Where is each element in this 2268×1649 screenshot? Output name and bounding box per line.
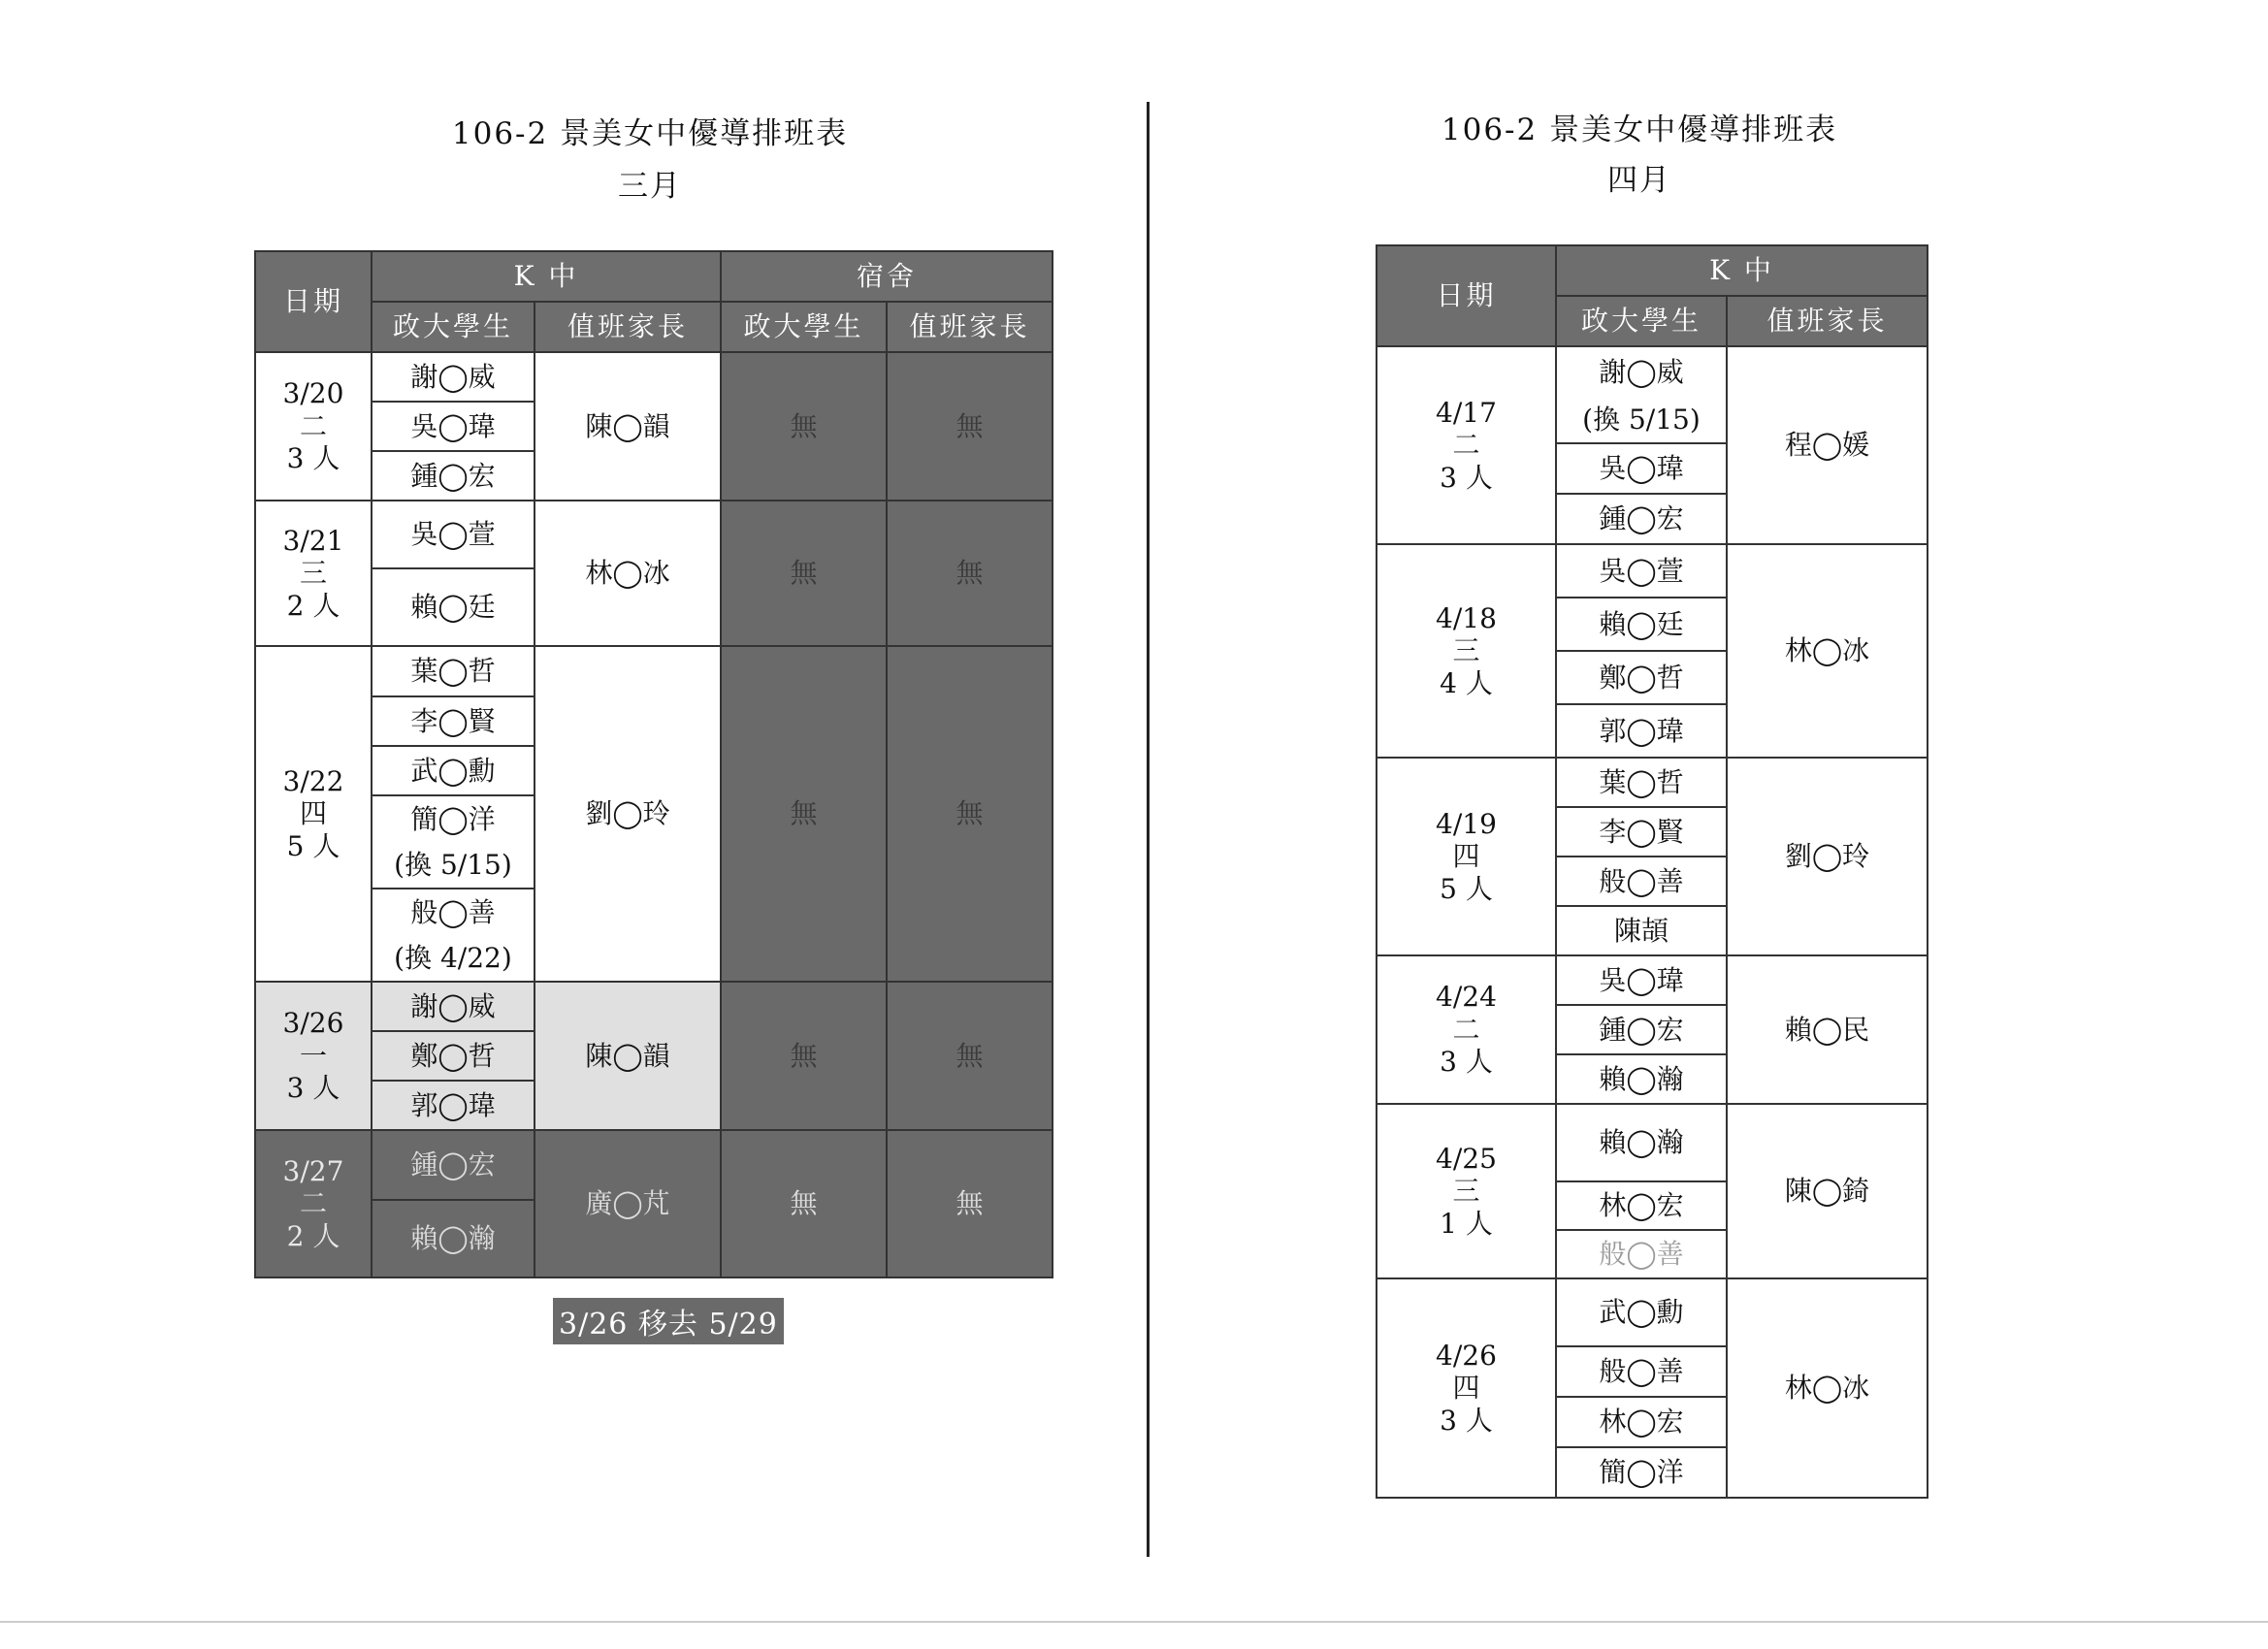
weekday: 四	[1452, 1372, 1480, 1405]
dorm-parent-none: 無	[887, 501, 1053, 646]
student-name: 鍾◯宏	[1556, 494, 1727, 544]
scan-edge	[0, 1621, 2268, 1623]
march-schedule-table	[254, 250, 1053, 1278]
dorm-student-none: 無	[721, 982, 887, 1130]
date-header: 日期	[1377, 245, 1556, 346]
weekday: 二	[1452, 1013, 1480, 1046]
date-cell	[1377, 955, 1556, 1104]
student-name: 李◯賢	[1556, 807, 1727, 857]
date-header: 日期	[255, 251, 372, 352]
count: 2 人	[286, 589, 340, 622]
student-name: 謝◯威	[1556, 346, 1727, 397]
count: 2 人	[286, 1219, 340, 1252]
weekday: 三	[299, 557, 327, 590]
left-month: 三月	[618, 169, 682, 204]
date-cell	[1377, 346, 1556, 544]
count: 4 人	[1440, 666, 1493, 699]
student-name: 武◯勳	[1556, 1278, 1727, 1346]
student-name: 鄭◯哲	[1556, 651, 1727, 704]
parent-name: 程◯媛	[1727, 346, 1928, 544]
dorm-parent-none: 無	[887, 646, 1053, 982]
date-cell	[255, 1130, 372, 1277]
dorm-parent-header: 值班家長	[887, 302, 1053, 352]
date: 4/26	[1436, 1339, 1497, 1372]
student-name: 鍾◯宏	[372, 451, 535, 501]
dorm-parent-none: 無	[887, 982, 1053, 1130]
parent-name: 陳◯韻	[535, 982, 721, 1130]
count: 3 人	[1440, 461, 1493, 494]
date-cell	[255, 352, 372, 501]
student-name: 吳◯瑋	[1556, 443, 1727, 494]
student-header: 政大學生	[1556, 296, 1727, 346]
student-name: 謝◯威	[372, 352, 535, 402]
parent-name: 林◯冰	[1727, 1278, 1928, 1498]
date: 4/24	[1436, 981, 1497, 1014]
date: 3/20	[282, 377, 344, 410]
dorm-header: 宿舍	[721, 251, 1053, 302]
student-name: 般◯善	[1556, 857, 1727, 906]
weekday: 三	[1452, 1175, 1480, 1208]
date: 4/17	[1436, 396, 1497, 429]
count: 3 人	[1440, 1404, 1493, 1437]
student-name: 賴◯瀚	[1556, 1054, 1727, 1104]
dorm-parent-none: 無	[887, 1130, 1053, 1277]
student-name: 簡◯洋	[1556, 1447, 1727, 1498]
date-cell	[255, 501, 372, 646]
student-name: 郭◯瑋	[1556, 704, 1727, 758]
student-header: 政大學生	[372, 302, 535, 352]
dorm-parent-none: 無	[887, 352, 1053, 501]
k-header: K 中	[372, 251, 721, 302]
student-name-crossed: 般◯善	[1556, 1230, 1727, 1278]
left-title: 106-2 景美女中優導排班表	[451, 116, 849, 151]
count: 1 人	[1440, 1207, 1493, 1240]
dorm-student-header: 政大學生	[721, 302, 887, 352]
student-name: 般◯善	[372, 889, 535, 935]
date-cell	[255, 646, 372, 982]
count: 3 人	[286, 1072, 340, 1105]
student-name: 李◯賢	[372, 696, 535, 746]
weekday: 三	[1452, 634, 1480, 667]
student-name: 賴◯廷	[1556, 598, 1727, 651]
student-name: 林◯宏	[1556, 1397, 1727, 1447]
date: 4/25	[1436, 1142, 1497, 1175]
student-name: 賴◯廷	[372, 568, 535, 646]
dorm-student-none: 無	[721, 646, 887, 982]
student-name: 林◯宏	[1556, 1181, 1727, 1230]
weekday: 四	[1452, 840, 1480, 873]
swap-note: (換 5/15)	[372, 842, 535, 889]
k-header: K 中	[1556, 245, 1928, 296]
student-name: 陳頡	[1556, 906, 1727, 955]
parent-name: 陳◯韻	[535, 352, 721, 501]
parent-header: 值班家長	[1727, 296, 1928, 346]
swap-note: (換 5/15)	[1556, 397, 1727, 443]
right-title: 106-2 景美女中優導排班表	[1441, 113, 1838, 147]
student-name: 鍾◯宏	[1556, 1005, 1727, 1054]
dorm-student-none: 無	[721, 352, 887, 501]
dorm-student-none: 無	[721, 1130, 887, 1277]
date-cell	[1377, 1278, 1556, 1498]
date: 3/22	[282, 764, 344, 797]
student-name: 郭◯瑋	[372, 1081, 535, 1130]
date: 3/27	[282, 1154, 344, 1187]
student-name: 葉◯哲	[372, 646, 535, 696]
date-cell	[1377, 758, 1556, 955]
weekday: 二	[299, 1187, 327, 1220]
date-cell	[1377, 544, 1556, 758]
student-name: 武◯勳	[372, 746, 535, 795]
date: 3/26	[282, 1007, 344, 1040]
count: 5 人	[1440, 872, 1493, 905]
date-cell	[255, 982, 372, 1130]
count: 5 人	[286, 829, 340, 862]
weekday: 二	[1452, 429, 1480, 462]
student-name: 鍾◯宏	[372, 1130, 535, 1200]
date: 4/19	[1436, 807, 1497, 840]
weekday: 四	[299, 797, 327, 830]
student-name: 簡◯洋	[372, 795, 535, 842]
count: 3 人	[286, 442, 340, 475]
student-name: 葉◯哲	[1556, 758, 1727, 807]
date: 4/18	[1436, 601, 1497, 634]
student-name: 鄭◯哲	[372, 1031, 535, 1081]
date: 3/21	[282, 524, 344, 557]
parent-header: 值班家長	[535, 302, 721, 352]
parent-name: 賴◯民	[1727, 955, 1928, 1104]
parent-name: 林◯冰	[1727, 544, 1928, 758]
date-cell	[1377, 1104, 1556, 1278]
student-name: 吳◯瑋	[1556, 955, 1727, 1005]
student-name: 賴◯瀚	[1556, 1104, 1727, 1181]
parent-name: 劉◯玲	[535, 646, 721, 982]
parent-name: 林◯冰	[535, 501, 721, 646]
april-schedule-table	[1376, 244, 1928, 1499]
move-note: 3/26 移去 5/29	[553, 1298, 784, 1344]
student-name: 賴◯瀚	[372, 1200, 535, 1277]
count: 3 人	[1440, 1046, 1493, 1079]
student-name: 謝◯威	[372, 982, 535, 1031]
parent-name: 劉◯玲	[1727, 758, 1928, 955]
weekday: 二	[299, 409, 327, 442]
dorm-student-none: 無	[721, 501, 887, 646]
parent-name: 陳◯錡	[1727, 1104, 1928, 1278]
student-name: 般◯善	[1556, 1346, 1727, 1397]
parent-name: 廣◯芃	[535, 1130, 721, 1277]
page-divider	[1147, 102, 1150, 1557]
student-name: 吳◯萱	[1556, 544, 1727, 598]
weekday: 一	[299, 1039, 327, 1072]
right-month: 四月	[1607, 163, 1671, 198]
student-name: 吳◯瑋	[372, 402, 535, 451]
swap-note: (換 4/22)	[372, 935, 535, 982]
student-name: 吳◯萱	[372, 501, 535, 568]
